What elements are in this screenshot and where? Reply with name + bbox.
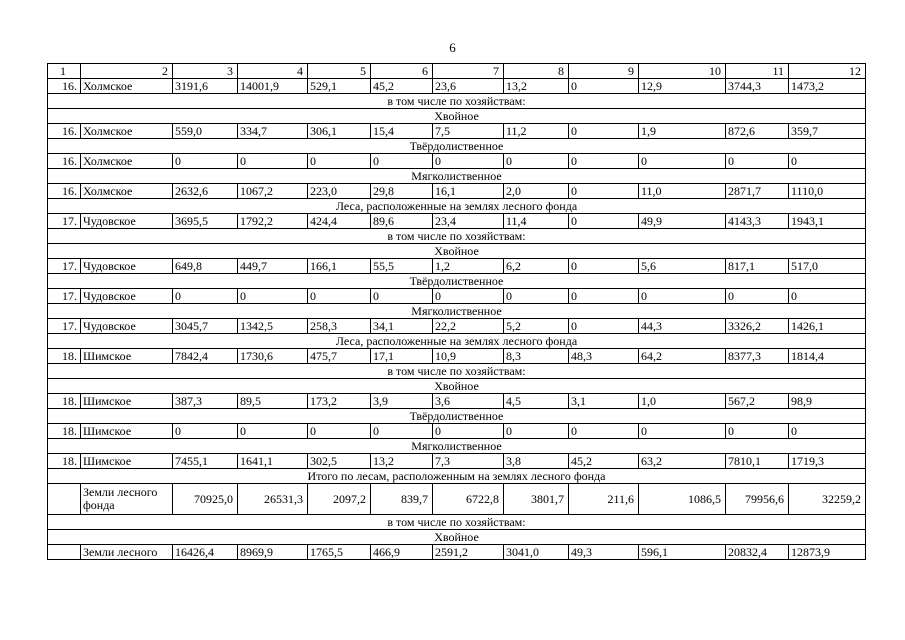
section-heading-row <box>48 334 866 349</box>
table-row <box>48 184 866 199</box>
table-row <box>48 79 866 94</box>
value-cell-col-3: 0 <box>173 424 238 439</box>
value-cell-col-11: 872,6 <box>726 124 789 139</box>
value-cell-col-12: 0 <box>789 154 866 169</box>
value-cell-col-4: 0 <box>238 289 308 304</box>
value-cell-col-11: 0 <box>726 424 789 439</box>
section-heading: Хвойное <box>48 379 866 394</box>
value-cell-col-6: 0 <box>371 154 433 169</box>
value-cell-col-8: 13,2 <box>504 79 569 94</box>
value-cell-col-8: 6,2 <box>504 259 569 274</box>
table-row <box>48 394 866 409</box>
value-cell-col-10: 1086,5 <box>639 484 726 515</box>
row-number-cell: 17. <box>48 319 81 334</box>
value-cell-col-11: 3326,2 <box>726 319 789 334</box>
section-heading-row <box>48 469 866 484</box>
table-row <box>48 484 866 515</box>
district-name-cell: Холмское <box>81 154 173 169</box>
value-cell-col-9: 48,3 <box>569 349 639 364</box>
row-number-cell: 16. <box>48 79 81 94</box>
row-number-cell <box>48 484 81 515</box>
table-row <box>48 124 866 139</box>
value-cell-col-11: 8377,3 <box>726 349 789 364</box>
section-heading: Твёрдолиственное <box>48 139 866 154</box>
column-header-7: 7 <box>433 64 504 79</box>
section-heading-row <box>48 139 866 154</box>
table-row <box>48 154 866 169</box>
section-heading-row <box>48 169 866 184</box>
column-header-5: 5 <box>308 64 371 79</box>
value-cell-col-7: 16,1 <box>433 184 504 199</box>
section-heading: Твёрдолиственное <box>48 274 866 289</box>
row-number-cell: 18. <box>48 349 81 364</box>
value-cell-col-11: 567,2 <box>726 394 789 409</box>
value-cell-col-10: 0 <box>639 154 726 169</box>
section-heading: Леса, расположенные на землях лесного фонда <box>48 334 866 349</box>
value-cell-col-6: 3,9 <box>371 394 433 409</box>
value-cell-col-10: 49,9 <box>639 214 726 229</box>
value-cell-col-3: 16426,4 <box>173 545 238 560</box>
section-heading-row <box>48 364 866 379</box>
table-row <box>48 319 866 334</box>
section-heading-row <box>48 229 866 244</box>
value-cell-col-4: 1641,1 <box>238 454 308 469</box>
district-name-cell: Холмское <box>81 184 173 199</box>
value-cell-col-10: 12,9 <box>639 79 726 94</box>
value-cell-col-9: 0 <box>569 214 639 229</box>
value-cell-col-3: 649,8 <box>173 259 238 274</box>
section-heading-row <box>48 94 866 109</box>
column-header-11: 11 <box>726 64 789 79</box>
table-header-row <box>48 64 866 79</box>
value-cell-col-8: 3,8 <box>504 454 569 469</box>
value-cell-col-9: 0 <box>569 424 639 439</box>
value-cell-col-7: 7,3 <box>433 454 504 469</box>
value-cell-col-12: 1814,4 <box>789 349 866 364</box>
value-cell-col-9: 49,3 <box>569 545 639 560</box>
value-cell-col-3: 3191,6 <box>173 79 238 94</box>
value-cell-col-8: 8,3 <box>504 349 569 364</box>
value-cell-col-7: 0 <box>433 154 504 169</box>
section-heading-row <box>48 409 866 424</box>
value-cell-col-3: 559,0 <box>173 124 238 139</box>
value-cell-col-9: 0 <box>569 154 639 169</box>
district-name-cell: Чудовское <box>81 319 173 334</box>
section-heading: в том числе по хозяйствам: <box>48 364 866 379</box>
value-cell-col-12: 12873,9 <box>789 545 866 560</box>
value-cell-col-12: 1473,2 <box>789 79 866 94</box>
value-cell-col-3: 387,3 <box>173 394 238 409</box>
value-cell-col-8: 0 <box>504 424 569 439</box>
column-header-9: 9 <box>569 64 639 79</box>
value-cell-col-11: 817,1 <box>726 259 789 274</box>
value-cell-col-4: 1792,2 <box>238 214 308 229</box>
value-cell-col-8: 2,0 <box>504 184 569 199</box>
value-cell-col-6: 0 <box>371 289 433 304</box>
section-heading-row <box>48 379 866 394</box>
value-cell-col-9: 0 <box>569 289 639 304</box>
value-cell-col-11: 2871,7 <box>726 184 789 199</box>
table-row <box>48 289 866 304</box>
value-cell-col-9: 0 <box>569 184 639 199</box>
value-cell-col-7: 23,4 <box>433 214 504 229</box>
value-cell-col-12: 1943,1 <box>789 214 866 229</box>
row-number-cell: 17. <box>48 289 81 304</box>
value-cell-col-6: 13,2 <box>371 454 433 469</box>
column-header-4: 4 <box>238 64 308 79</box>
value-cell-col-5: 0 <box>308 424 371 439</box>
table-row <box>48 545 866 560</box>
section-heading: в том числе по хозяйствам: <box>48 94 866 109</box>
value-cell-col-10: 5,6 <box>639 259 726 274</box>
section-heading-row <box>48 244 866 259</box>
value-cell-col-8: 5,2 <box>504 319 569 334</box>
value-cell-col-9: 45,2 <box>569 454 639 469</box>
section-heading: в том числе по хозяйствам: <box>48 515 866 530</box>
section-heading: в том числе по хозяйствам: <box>48 229 866 244</box>
value-cell-col-9: 0 <box>569 79 639 94</box>
value-cell-col-9: 3,1 <box>569 394 639 409</box>
value-cell-col-8: 3801,7 <box>504 484 569 515</box>
value-cell-col-5: 2097,2 <box>308 484 371 515</box>
value-cell-col-7: 1,2 <box>433 259 504 274</box>
section-heading-row <box>48 109 866 124</box>
value-cell-col-11: 0 <box>726 154 789 169</box>
value-cell-col-4: 1067,2 <box>238 184 308 199</box>
row-number-cell: 16. <box>48 184 81 199</box>
section-heading: Хвойное <box>48 244 866 259</box>
value-cell-col-5: 166,1 <box>308 259 371 274</box>
table-row <box>48 454 866 469</box>
table-row <box>48 424 866 439</box>
section-heading: Мягколиственное <box>48 439 866 454</box>
value-cell-col-12: 1719,3 <box>789 454 866 469</box>
value-cell-col-7: 10,9 <box>433 349 504 364</box>
value-cell-col-8: 3041,0 <box>504 545 569 560</box>
district-name-cell: Шимское <box>81 424 173 439</box>
value-cell-col-10: 1,0 <box>639 394 726 409</box>
value-cell-col-6: 45,2 <box>371 79 433 94</box>
value-cell-col-12: 98,9 <box>789 394 866 409</box>
value-cell-col-7: 2591,2 <box>433 545 504 560</box>
value-cell-col-6: 17,1 <box>371 349 433 364</box>
table-row <box>48 214 866 229</box>
section-heading: Итого по лесам, расположенным на землях лесного фонда <box>48 469 866 484</box>
row-number-cell: 18. <box>48 394 81 409</box>
value-cell-col-9: 0 <box>569 319 639 334</box>
value-cell-col-5: 173,2 <box>308 394 371 409</box>
value-cell-col-11: 4143,3 <box>726 214 789 229</box>
value-cell-col-4: 0 <box>238 154 308 169</box>
column-header-2: 2 <box>81 64 173 79</box>
value-cell-col-5: 306,1 <box>308 124 371 139</box>
value-cell-col-6: 15,4 <box>371 124 433 139</box>
row-number-cell: 17. <box>48 214 81 229</box>
row-number-cell: 17. <box>48 259 81 274</box>
value-cell-col-5: 0 <box>308 154 371 169</box>
value-cell-col-5: 1765,5 <box>308 545 371 560</box>
district-name-cell: Холмское <box>81 79 173 94</box>
value-cell-col-7: 22,2 <box>433 319 504 334</box>
value-cell-col-7: 7,5 <box>433 124 504 139</box>
value-cell-col-6: 89,6 <box>371 214 433 229</box>
value-cell-col-10: 63,2 <box>639 454 726 469</box>
value-cell-col-7: 0 <box>433 424 504 439</box>
value-cell-col-10: 0 <box>639 424 726 439</box>
value-cell-col-7: 3,6 <box>433 394 504 409</box>
value-cell-col-12: 0 <box>789 289 866 304</box>
district-name-cell: Чудовское <box>81 289 173 304</box>
column-header-6: 6 <box>371 64 433 79</box>
value-cell-col-6: 0 <box>371 424 433 439</box>
value-cell-col-10: 596,1 <box>639 545 726 560</box>
value-cell-col-3: 3045,7 <box>173 319 238 334</box>
column-header-8: 8 <box>504 64 569 79</box>
column-header-10: 10 <box>639 64 726 79</box>
column-header-3: 3 <box>173 64 238 79</box>
row-number-cell <box>48 545 81 560</box>
value-cell-col-8: 4,5 <box>504 394 569 409</box>
value-cell-col-3: 70925,0 <box>173 484 238 515</box>
section-heading-row <box>48 515 866 530</box>
column-header-1: 1 <box>48 64 81 79</box>
value-cell-col-12: 1426,1 <box>789 319 866 334</box>
district-name-cell: Земли лесного фонда <box>81 484 173 515</box>
value-cell-col-8: 0 <box>504 154 569 169</box>
value-cell-col-11: 79956,6 <box>726 484 789 515</box>
district-name-cell: Холмское <box>81 124 173 139</box>
value-cell-col-4: 1730,6 <box>238 349 308 364</box>
value-cell-col-4: 26531,3 <box>238 484 308 515</box>
value-cell-col-10: 64,2 <box>639 349 726 364</box>
section-heading-row <box>48 304 866 319</box>
section-heading: Хвойное <box>48 109 866 124</box>
section-heading: Мягколиственное <box>48 304 866 319</box>
value-cell-col-4: 1342,5 <box>238 319 308 334</box>
page-number: 6 <box>449 40 456 55</box>
value-cell-col-7: 6722,8 <box>433 484 504 515</box>
value-cell-col-3: 7455,1 <box>173 454 238 469</box>
value-cell-col-10: 1,9 <box>639 124 726 139</box>
district-name-cell: Шимское <box>81 394 173 409</box>
value-cell-col-7: 23,6 <box>433 79 504 94</box>
value-cell-col-6: 466,9 <box>371 545 433 560</box>
value-cell-col-4: 8969,9 <box>238 545 308 560</box>
value-cell-col-5: 475,7 <box>308 349 371 364</box>
value-cell-col-3: 2632,6 <box>173 184 238 199</box>
value-cell-col-8: 11,4 <box>504 214 569 229</box>
value-cell-col-9: 0 <box>569 124 639 139</box>
value-cell-col-8: 0 <box>504 289 569 304</box>
value-cell-col-5: 0 <box>308 289 371 304</box>
section-heading: Хвойное <box>48 530 866 545</box>
table-row <box>48 259 866 274</box>
value-cell-col-10: 11,0 <box>639 184 726 199</box>
value-cell-col-5: 302,5 <box>308 454 371 469</box>
value-cell-col-4: 14001,9 <box>238 79 308 94</box>
section-heading: Леса, расположенные на землях лесного фонда <box>48 199 866 214</box>
table-row <box>48 349 866 364</box>
section-heading-row <box>48 439 866 454</box>
value-cell-col-11: 20832,4 <box>726 545 789 560</box>
value-cell-col-10: 44,3 <box>639 319 726 334</box>
value-cell-col-5: 424,4 <box>308 214 371 229</box>
value-cell-col-3: 7842,4 <box>173 349 238 364</box>
value-cell-col-6: 55,5 <box>371 259 433 274</box>
row-number-cell: 16. <box>48 124 81 139</box>
value-cell-col-6: 29,8 <box>371 184 433 199</box>
value-cell-col-11: 0 <box>726 289 789 304</box>
value-cell-col-12: 0 <box>789 424 866 439</box>
value-cell-col-5: 529,1 <box>308 79 371 94</box>
value-cell-col-11: 7810,1 <box>726 454 789 469</box>
value-cell-col-7: 0 <box>433 289 504 304</box>
section-heading-row <box>48 199 866 214</box>
section-heading-row <box>48 274 866 289</box>
value-cell-col-10: 0 <box>639 289 726 304</box>
district-name-cell: Шимское <box>81 454 173 469</box>
value-cell-col-12: 517,0 <box>789 259 866 274</box>
value-cell-col-6: 34,1 <box>371 319 433 334</box>
row-number-cell: 16. <box>48 154 81 169</box>
value-cell-col-5: 223,0 <box>308 184 371 199</box>
value-cell-col-12: 32259,2 <box>789 484 866 515</box>
row-number-cell: 18. <box>48 424 81 439</box>
value-cell-col-12: 359,7 <box>789 124 866 139</box>
district-name-cell: Шимское <box>81 349 173 364</box>
value-cell-col-4: 334,7 <box>238 124 308 139</box>
section-heading-row <box>48 530 866 545</box>
value-cell-col-3: 3695,5 <box>173 214 238 229</box>
section-heading: Твёрдолиственное <box>48 409 866 424</box>
value-cell-col-6: 839,7 <box>371 484 433 515</box>
value-cell-col-4: 449,7 <box>238 259 308 274</box>
column-header-12: 12 <box>789 64 866 79</box>
value-cell-col-9: 211,6 <box>569 484 639 515</box>
value-cell-col-5: 258,3 <box>308 319 371 334</box>
forest-data-table <box>47 63 866 560</box>
section-heading: Мягколиственное <box>48 169 866 184</box>
value-cell-col-4: 89,5 <box>238 394 308 409</box>
district-name-cell: Земли лесного <box>81 545 173 560</box>
district-name-cell: Чудовское <box>81 259 173 274</box>
row-number-cell: 18. <box>48 454 81 469</box>
value-cell-col-8: 11,2 <box>504 124 569 139</box>
value-cell-col-12: 1110,0 <box>789 184 866 199</box>
value-cell-col-4: 0 <box>238 424 308 439</box>
value-cell-col-11: 3744,3 <box>726 79 789 94</box>
value-cell-col-9: 0 <box>569 259 639 274</box>
value-cell-col-3: 0 <box>173 289 238 304</box>
district-name-cell: Чудовское <box>81 214 173 229</box>
value-cell-col-3: 0 <box>173 154 238 169</box>
